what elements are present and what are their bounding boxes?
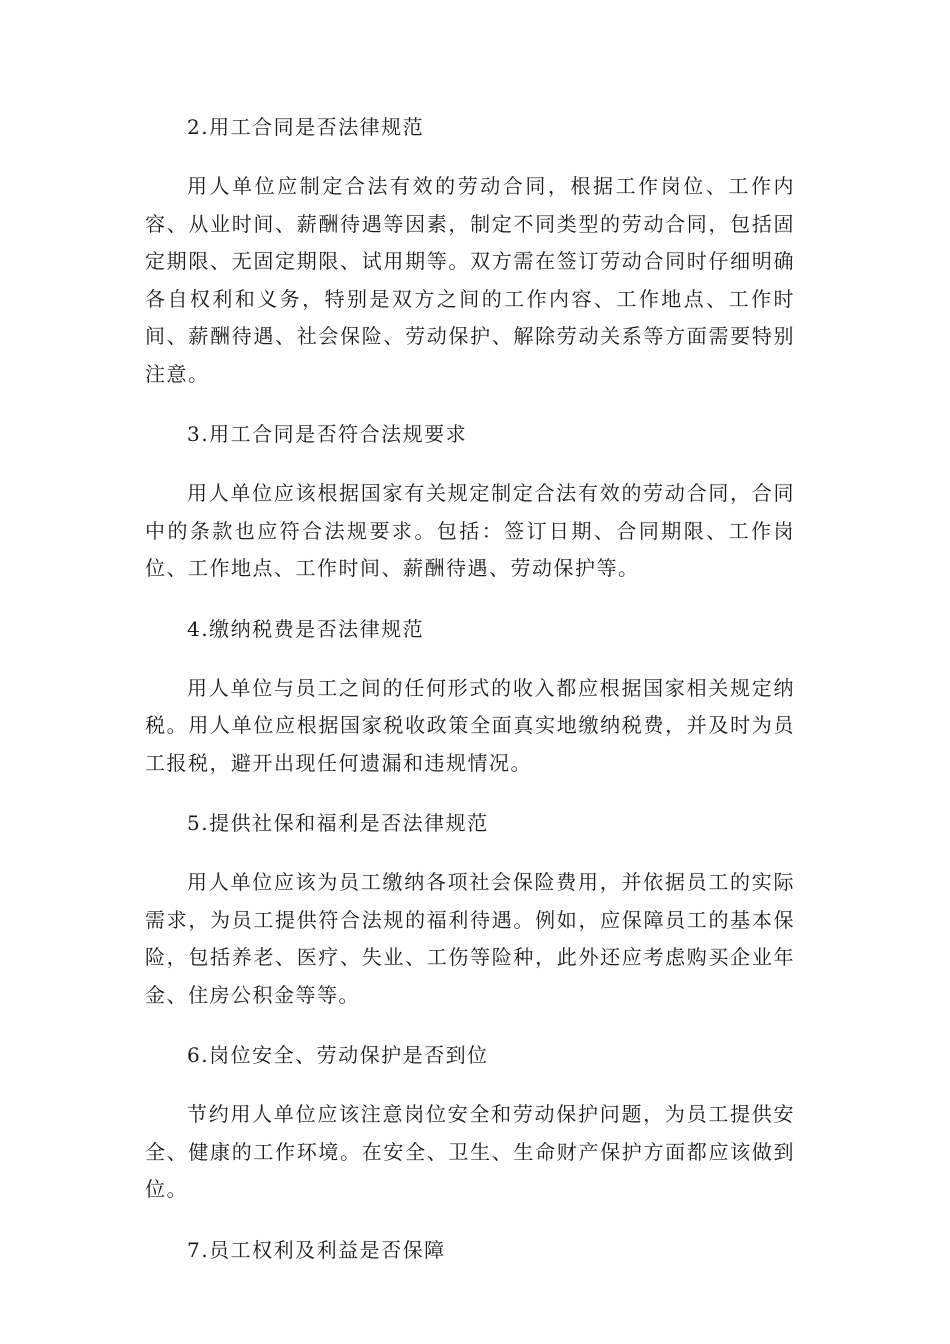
section-heading-6: 6.岗位安全、劳动保护是否到位 [187, 1043, 489, 1067]
section-body-3: 用人单位应该根据国家有关规定制定合法有效的劳动合同，合同中的条款也应符合法规要求。包括：签订日期、合同期限、工作岗位、工作地点、工作时间、薪酬待遇、劳动保护等。 [145, 481, 795, 580]
document-body [145, 108, 795, 1269]
section-heading-7: 7.员工权利及利益是否保障 [187, 1237, 446, 1262]
section-heading-4: 4.缴纳税费是否法律规范 [187, 616, 425, 641]
section-body-5: 用人单位应该为员工缴纳各项社会保险费用，并依据员工的实际需求，为员工提供符合法规的福利待遇。例如，应保障员工的基本保险，包括养老、医疗、失业、工伤等险种，此外还应考虑购买企业年金、住房公积金等等。 [145, 870, 795, 1007]
section-heading-5: 5.提供社保和福利是否法律规范 [187, 811, 489, 835]
section-body-4: 用人单位与员工之间的任何形式的收入都应根据国家相关规定纳税。用人单位应根据国家税收政策全面真实地缴纳税费，并及时为员工报税，避开出现任何遗漏和违规情况。 [145, 675, 795, 775]
section-heading-3: 3.用工合同是否符合法规要求 [187, 422, 468, 446]
section-body-2: 用人单位应制定合法有效的劳动合同，根据工作岗位、工作内容、从业时间、薪酬待遇等因素，制定不同类型的劳动合同，包括固定期限、无固定期限、试用期等。双方需在签订劳动合同时仔细明确各自权利和义务，特别是双方之间的工作内容、工作地点、工作时间、薪酬待遇、社会保险、劳动保护、解除劳动关系等方面需要特别注意。 [145, 174, 795, 386]
section-body-6: 节约用人单位应该注意岗位安全和劳动保护问题，为员工提供安全、健康的工作环境。在安全、卫生、生命财产保护方面都应该做到位。 [145, 1102, 795, 1201]
section-heading-2: 2.用工合同是否法律规范 [187, 115, 425, 139]
